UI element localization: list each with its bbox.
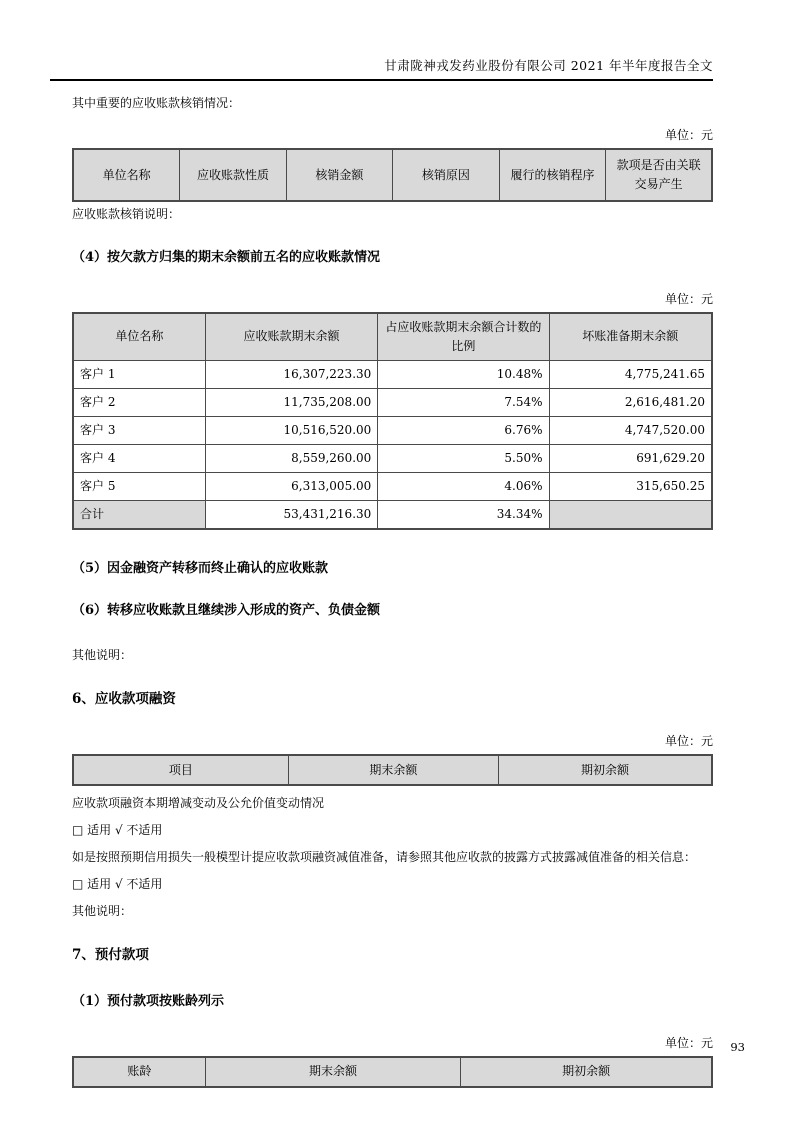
- provision-value: 4,747,520.00: [549, 416, 712, 444]
- writeoff-intro-text: 其中重要的应收账款核销情况：: [72, 96, 241, 110]
- table-row: [73, 360, 712, 388]
- aging-header-age: 账龄: [73, 1057, 205, 1087]
- page-content: [72, 86, 713, 1088]
- unit-label: 单位：元: [664, 1035, 713, 1050]
- customer-name: 客户 5: [73, 472, 205, 500]
- document-header-title: 甘肃陇神戎发药业股份有限公司 2021 年半年度报告全文: [50, 56, 713, 81]
- page-number: 93: [730, 1040, 745, 1054]
- other-note-text: 其他说明：: [72, 903, 133, 918]
- heading-derecognized-receivables: （5）因金融资产转移而终止确认的应收账款: [72, 560, 329, 576]
- ratio-value: 10.48%: [378, 360, 549, 388]
- financing-header-item: 项目: [73, 755, 288, 785]
- top5-header-bad-debt-provision: 坏账准备期末余额: [549, 313, 712, 361]
- provision-value: 4,775,241.65: [549, 360, 712, 388]
- ending-balance-value: 6,313,005.00: [205, 472, 378, 500]
- financing-change-text: 应收款项融资本期增减变动及公允价值变动情况: [72, 795, 325, 810]
- ratio-value: 6.76%: [378, 416, 549, 444]
- table-row: [73, 388, 712, 416]
- aging-header-ending-balance: 期末余额: [205, 1057, 461, 1087]
- top5-table-header-row: [73, 313, 712, 361]
- financing-header-beginning-balance: 期初余额: [499, 755, 712, 785]
- ending-balance-value: 8,559,260.00: [205, 444, 378, 472]
- writeoff-header-procedure: 履行的核销程序: [499, 149, 606, 201]
- total-ratio-value: 34.34%: [378, 500, 549, 529]
- customer-name: 客户 4: [73, 444, 205, 472]
- ratio-value: 7.54%: [378, 388, 549, 416]
- top5-header-ratio: 占应收账款期末余额合计数的比例: [378, 313, 549, 361]
- applicable-checkbox-line: □ 适用 √ 不适用: [72, 822, 163, 837]
- ratio-value: 5.50%: [378, 444, 549, 472]
- writeoff-header-unit-name: 单位名称: [73, 149, 180, 201]
- total-row: [73, 500, 712, 529]
- heading-prepayments-aging: （1）预付款项按账龄列示: [72, 993, 225, 1009]
- top5-header-unit-name: 单位名称: [73, 313, 205, 361]
- writeoff-header-amount: 核销金额: [286, 149, 392, 201]
- table-row: [73, 472, 712, 500]
- prepayments-aging-table: [72, 1056, 713, 1088]
- total-balance-value: 53,431,216.30: [205, 500, 378, 529]
- writeoff-header-reason: 核销原因: [392, 149, 499, 201]
- unit-label: 单位：元: [664, 734, 713, 749]
- financing-impairment-text: 如是按照预期信用损失一般模型计提应收款项融资减值准备，请参照其他应收款的披露方式披露减值准备的相关信息：: [72, 849, 697, 864]
- aging-table-header-row: [73, 1057, 712, 1087]
- financing-header-ending-balance: 期末余额: [288, 755, 498, 785]
- total-provision-value: [549, 500, 712, 529]
- provision-value: 315,650.25: [549, 472, 712, 500]
- customer-name: 客户 3: [73, 416, 205, 444]
- customer-name: 客户 2: [73, 388, 205, 416]
- heading-transferred-receivables: （6）转移应收账款且继续涉入形成的资产、负债金额: [72, 602, 381, 618]
- financing-table-header-row: [73, 755, 712, 785]
- writeoff-header-nature: 应收账款性质: [180, 149, 287, 201]
- aging-header-beginning-balance: 期初余额: [461, 1057, 712, 1087]
- table-row: [73, 416, 712, 444]
- writeoff-table: [72, 148, 713, 202]
- unit-label: 单位：元: [664, 291, 713, 306]
- top5-header-ending-balance: 应收账款期末余额: [205, 313, 378, 361]
- customer-name: 客户 1: [73, 360, 205, 388]
- ending-balance-value: 10,516,520.00: [205, 416, 378, 444]
- ending-balance-value: 11,735,208.00: [205, 388, 378, 416]
- receivables-financing-table: [72, 754, 713, 786]
- total-label: 合计: [73, 500, 205, 529]
- top5-receivables-table: [72, 312, 713, 530]
- applicable-checkbox-line: □ 适用 √ 不适用: [72, 876, 163, 891]
- provision-value: 2,616,481.20: [549, 388, 712, 416]
- heading-receivables-financing: 6、应收款项融资: [72, 691, 176, 708]
- ratio-value: 4.06%: [378, 472, 549, 500]
- unit-label: 单位：元: [664, 128, 713, 142]
- ending-balance-value: 16,307,223.30: [205, 360, 378, 388]
- writeoff-header-related-party: 款项是否由关联交易产生: [606, 149, 712, 201]
- heading-top5-receivables: （4）按欠款方归集的期末余额前五名的应收账款情况: [72, 249, 381, 265]
- writeoff-table-header-row: [73, 149, 712, 201]
- table-row: [73, 444, 712, 472]
- other-note-text: 其他说明：: [72, 648, 133, 663]
- writeoff-note-text: 应收账款核销说明：: [72, 206, 181, 221]
- heading-prepayments: 7、预付款项: [72, 946, 149, 963]
- provision-value: 691,629.20: [549, 444, 712, 472]
